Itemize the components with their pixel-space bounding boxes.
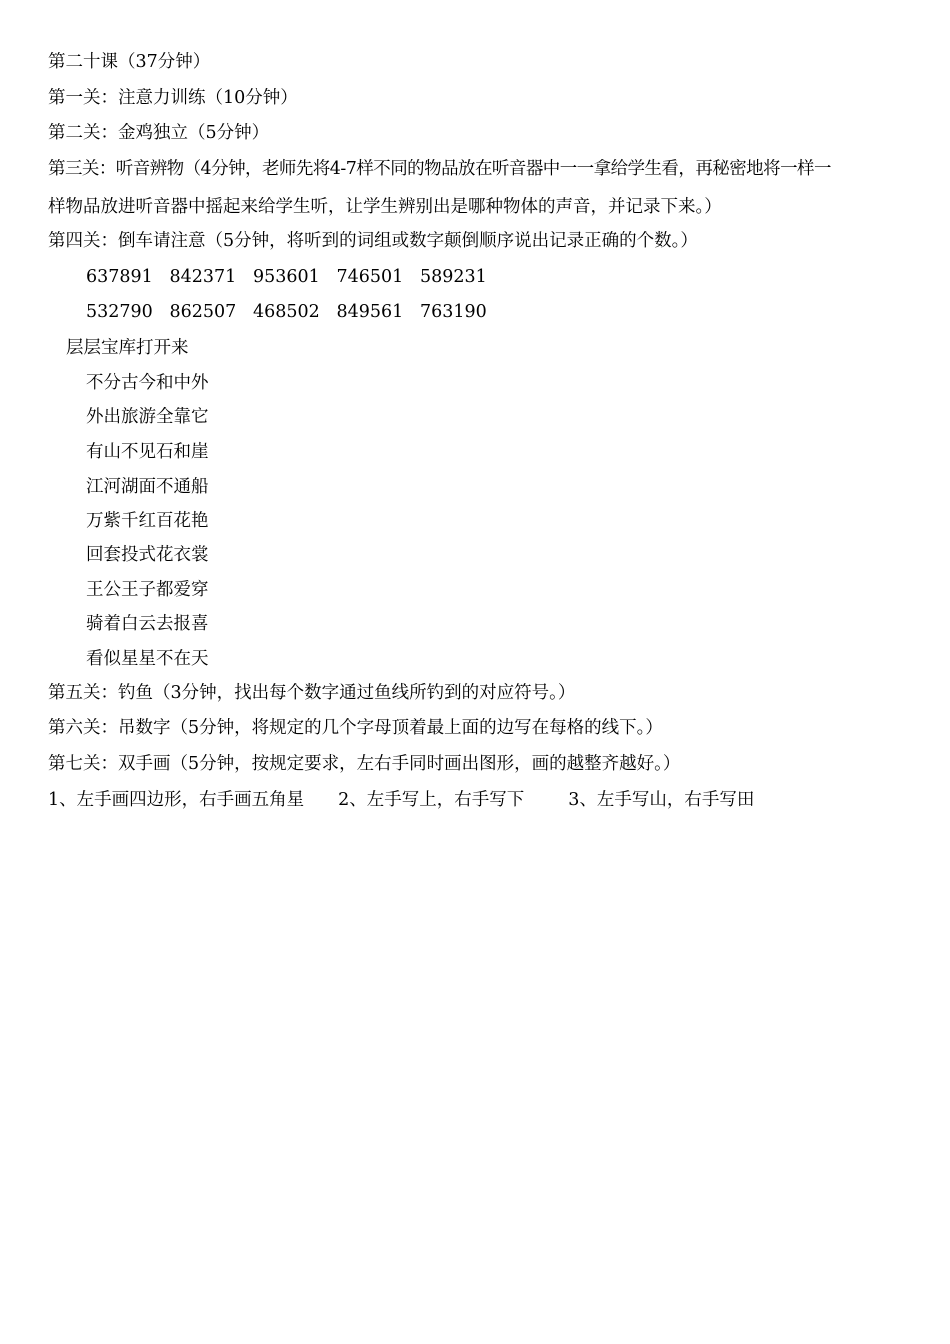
riddle-line: 回套投式花衣裳 — [86, 545, 209, 565]
riddle-line: 外出旅游全靠它 — [86, 407, 209, 427]
level-3-line-2: 样物品放进听音器中摇起来给学生听，让学生辨别出是哪种物体的声音，并记录下来。） — [48, 197, 722, 217]
riddle-line: 万紫千红百花艳 — [86, 511, 209, 531]
numbers-row-2: 532790 862507 468502 849561 763190 — [86, 302, 487, 322]
tasks-line — [48, 788, 754, 812]
riddle-line: 不分古今和中外 — [86, 373, 209, 393]
riddle-title: 层层宝库打开来 — [66, 338, 189, 358]
riddle-line: 有山不见石和崖 — [86, 442, 209, 462]
level-1: 第一关：注意力训练（10分钟） — [48, 88, 298, 108]
riddle-line: 江河湖面不通船 — [86, 477, 209, 497]
level-5: 第五关：钓鱼（3分钟，找出每个数字通过鱼线所钓到的对应符号。） — [48, 683, 576, 703]
level-6: 第六关：吊数字（5分钟，将规定的几个字母顶着最上面的边写在每格的线下。） — [48, 718, 663, 738]
level-7: 第七关：双手画（5分钟，按规定要求，左右手同时画出图形，画的越整齐越好。） — [48, 754, 681, 774]
riddle-line: 看似星星不在天 — [86, 649, 209, 669]
task-item: 2、左手写上，右手写下 — [338, 790, 525, 810]
task-item: 3、左手写山，右手写田 — [568, 790, 755, 810]
level-3-line-1: 第三关：听音辨物（4分钟，老师先将4-7样不同的物品放在听音器中一一拿给学生看，再秘密地将一样一 — [48, 159, 831, 179]
level-4: 第四关：倒车请注意（5分钟，将听到的词组或数字颠倒顺序说出记录正确的个数。） — [48, 231, 698, 251]
level-2: 第二关：金鸡独立（5分钟） — [48, 123, 270, 143]
numbers-row-1: 637891 842371 953601 746501 589231 — [86, 267, 487, 287]
riddle-line: 骑着白云去报喜 — [86, 614, 209, 634]
lesson-title: 第二十课（37分钟） — [48, 52, 211, 72]
riddle-line: 王公王子都爱穿 — [86, 580, 209, 600]
task-item: 1、左手画四边形，右手画五角星 — [48, 790, 305, 810]
